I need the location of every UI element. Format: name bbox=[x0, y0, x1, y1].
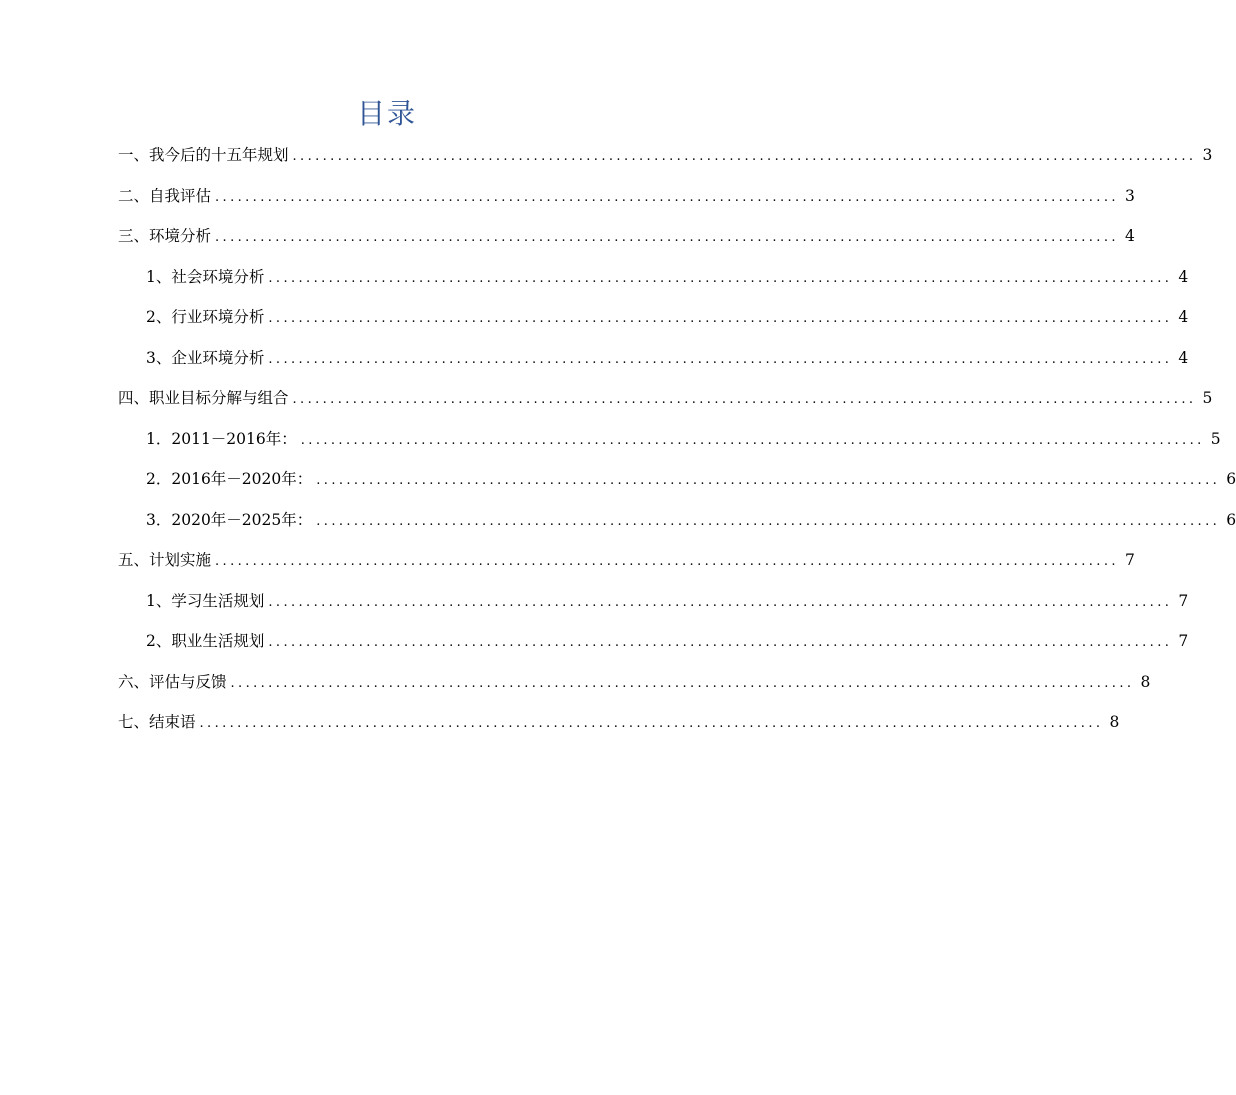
toc-subentry[interactable] bbox=[118, 621, 1189, 662]
toc-dot-leader: ........................................................................................................................ bbox=[316, 513, 1221, 529]
toc-subentry[interactable] bbox=[118, 257, 1189, 298]
toc-entry-page: 8 bbox=[1109, 713, 1120, 731]
toc-entry-label: 2、行业环境分析 bbox=[146, 308, 265, 326]
toc-dot-leader: ........................................................................................................................ bbox=[292, 149, 1197, 164]
toc-dot-leader: ........................................................................................................................ bbox=[316, 473, 1221, 488]
toc-dot-leader: ........................................................................................................................ bbox=[215, 189, 1119, 205]
toc-entry-label: 二、自我评估 bbox=[118, 186, 212, 205]
toc-subentry[interactable] bbox=[118, 581, 1189, 622]
toc-subentry[interactable] bbox=[118, 459, 1236, 500]
toc-dot-leader: ........................................................................................................................ bbox=[230, 675, 1135, 691]
toc-subentry[interactable] bbox=[118, 338, 1189, 379]
toc-entry[interactable] bbox=[118, 176, 1135, 217]
toc-entry-label: 1、社会环境分析 bbox=[146, 267, 265, 286]
toc-entry[interactable] bbox=[118, 216, 1135, 257]
toc-entry-label: 1、学习生活规划 bbox=[146, 591, 265, 610]
toc-subentry[interactable] bbox=[118, 297, 1189, 338]
toc-entry-page: 3 bbox=[1125, 186, 1135, 205]
toc-entry-label: 3、企业环境分析 bbox=[146, 348, 265, 367]
toc-entry[interactable] bbox=[118, 378, 1213, 419]
toc-entry-label: 七、结束语 bbox=[118, 713, 196, 731]
toc-entry-label: 一、我今后的十五年规划 bbox=[118, 146, 289, 164]
toc-entry-label: 2．2016年－2020年： bbox=[146, 470, 313, 488]
toc-title: 目录 bbox=[356, 97, 417, 130]
toc-entry-page: 3 bbox=[1202, 146, 1213, 164]
toc-subentry[interactable] bbox=[118, 500, 1236, 541]
toc-entry-page: 4 bbox=[1125, 227, 1135, 245]
toc-entry-label: 五、计划实施 bbox=[118, 551, 212, 569]
toc-entry[interactable] bbox=[118, 540, 1135, 581]
toc-entry-page: 7 bbox=[1125, 551, 1135, 569]
toc-dot-leader: ........................................................................................................................ bbox=[268, 311, 1173, 326]
toc-dot-leader: ........................................................................................................................ bbox=[215, 554, 1119, 569]
toc-dot-leader: ........................................................................................................................ bbox=[292, 392, 1197, 407]
toc-entry-label: 六、评估与反馈 bbox=[118, 672, 227, 691]
toc-entry-label: 三、环境分析 bbox=[118, 227, 212, 245]
toc-entry-label: 3．2020年－2025年： bbox=[146, 510, 313, 529]
toc-entry-page: 5 bbox=[1210, 429, 1221, 448]
toc-entry-label: 2、职业生活规划 bbox=[146, 632, 265, 650]
toc-dot-leader: ........................................................................................................................ bbox=[268, 351, 1173, 367]
toc-entry-page: 5 bbox=[1202, 389, 1213, 407]
toc-subentry[interactable] bbox=[118, 419, 1221, 460]
toc-dot-leader: ........................................................................................................................ bbox=[268, 270, 1173, 286]
toc-entry[interactable] bbox=[118, 135, 1213, 176]
toc-entry-label: 四、职业目标分解与组合 bbox=[118, 389, 289, 407]
toc-entry-page: 4 bbox=[1178, 267, 1189, 286]
toc-entry-label: 1．2011－2016年： bbox=[146, 429, 297, 448]
toc-entry-page: 7 bbox=[1178, 591, 1189, 610]
toc-entry-page: 4 bbox=[1178, 308, 1189, 326]
toc-entry-page: 4 bbox=[1178, 348, 1189, 367]
toc-list bbox=[118, 135, 1236, 743]
toc-entry-page: 7 bbox=[1178, 632, 1189, 650]
toc-entry[interactable] bbox=[118, 702, 1120, 743]
toc-entry[interactable] bbox=[118, 662, 1151, 703]
toc-entry-page: 6 bbox=[1226, 470, 1236, 488]
toc-dot-leader: ........................................................................................................................ bbox=[268, 594, 1173, 610]
toc-entry-page: 6 bbox=[1226, 510, 1236, 529]
toc-entry-page: 8 bbox=[1140, 672, 1151, 691]
toc-dot-leader: ........................................................................................................................ bbox=[268, 635, 1173, 650]
toc-dot-leader: ........................................................................................................................ bbox=[199, 716, 1104, 731]
toc-dot-leader: ........................................................................................................................ bbox=[215, 230, 1119, 245]
toc-dot-leader: ........................................................................................................................ bbox=[300, 432, 1205, 448]
